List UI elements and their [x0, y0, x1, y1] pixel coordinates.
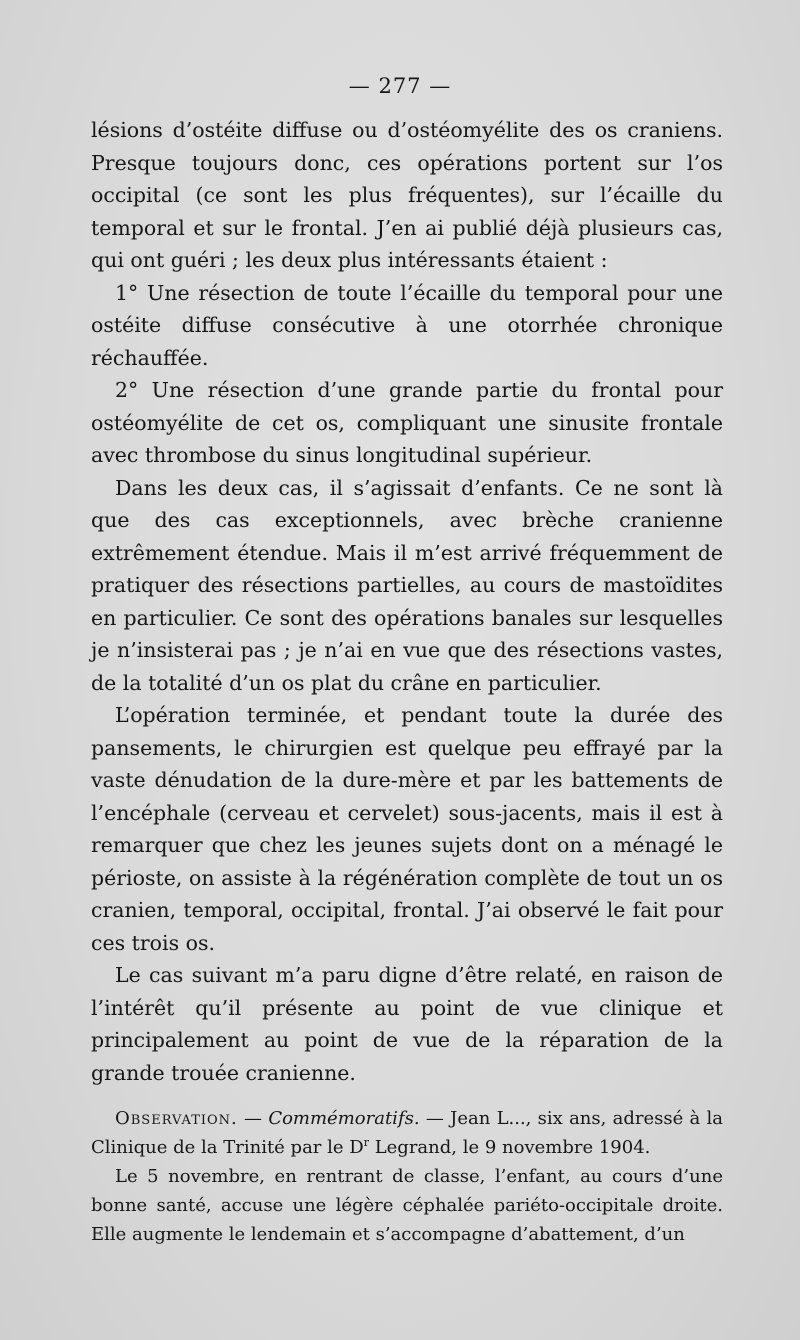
observation-dash-1: — [237, 1108, 269, 1129]
observation-section [91, 1104, 723, 1249]
observation-label: Observation. [115, 1108, 238, 1129]
paragraph-continuation: lésions d’ostéite diffuse ou d’ostéomyélite des os craniens. Presque toujours donc, ces opérations portent sur l’os occipital (ce sont les plus fréquentes), sur l’écaille du temporal et sur le frontal. J’en ai publié déjà plusieurs cas, qui ont guéri ; les deux plus intéressants étaient : [91, 118, 723, 272]
observation-intro-pre: Jean L..., six ans, adressé à la Clinique de la Trinité par le D [91, 1108, 723, 1158]
observation-paragraph-2: Le 5 novembre, en rentrant de classe, l’enfant, au cours d’une bonne santé, accuse une légère céphalée pariéto-occipitale droite. Elle augmente le lendemain et s’accompagne d’abattement, d’un [91, 1166, 723, 1245]
page-number: — 277 — [348, 74, 452, 98]
paragraph-case-2: 2° Une résection d’une grande partie du frontal pour ostéomyélite de cet os, compliquant une sinusite frontale avec thrombose du sinus longitudinal supérieur. [91, 378, 723, 467]
paragraph-case-1: 1° Une résection de toute l’écaille du temporal pour une ostéite diffuse consécutive à une otorrhée chronique réchauffée. [91, 280, 723, 370]
paragraph-children: Dans les deux cas, il s’agissait d’enfants. Ce ne sont là que des cas exceptionnels, avec brèche cranienne extrêmement étendue. Mais il m’est arrivé fréquemment de pratiquer des résections partielles, au cours de mastoïdites en particulier. Ce sont des opérations banales sur lesquelles je n’insisterai pas ; je n’ai en vue que des résections vastes, de la totalité d’un os plat du crâne en particulier. [91, 475, 723, 695]
paragraph-operation: L’opération terminée, et pendant toute la durée des pansements, le chirurgien est quelque peu effrayé par la vaste dénudation de la dure-mère et par les battements de l’encéphale (cerveau et cervelet) sous-jacents, mais il est à remarquer que chez les jeunes sujets dont on a ménagé le périoste, on assiste à la régénération complète de tout un os cranien, temporal, occipital, frontal. J’ai observé le fait pour ces trois os. [91, 703, 723, 955]
observation-subtitle: Commémoratifs. [268, 1108, 420, 1129]
main-text [91, 114, 723, 1089]
observation-dash-2: — [419, 1108, 451, 1129]
observation-heading-paragraph [91, 1104, 723, 1162]
doctor-superscript: r [363, 1136, 369, 1149]
paragraph-case-intro: Le cas suivant m’a paru digne d’être relaté, en raison de l’intérêt qu’il présente au point de vue clinique et principalement au point de vue de la réparation de la grande trouée cranienne. [91, 963, 723, 1085]
observation-intro-post: Legrand, le 9 novembre 1904. [368, 1137, 651, 1158]
